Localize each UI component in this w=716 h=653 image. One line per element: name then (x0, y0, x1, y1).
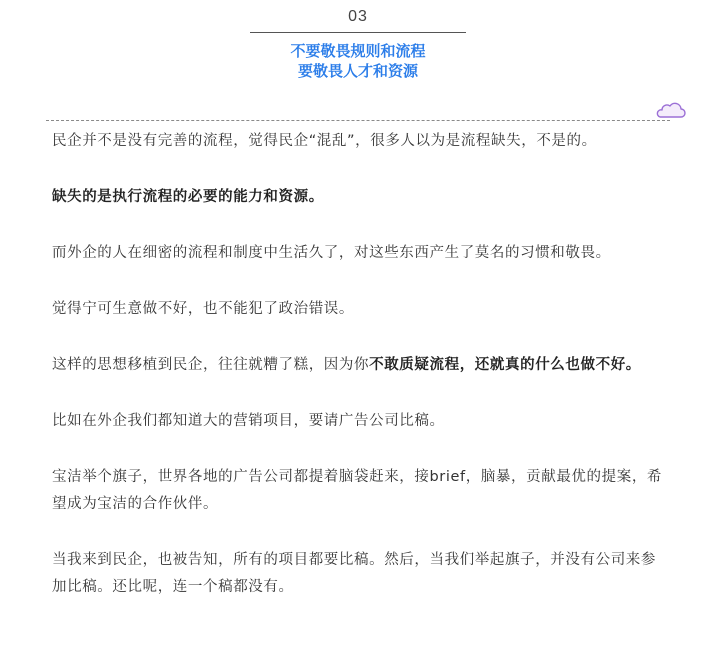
section-title-line-1: 不要敬畏规则和流程 (290, 42, 426, 60)
paragraph-2-bold: 缺失的是执行流程的必要的能力和资源。 (52, 189, 324, 205)
cloud-icon (654, 101, 686, 119)
paragraph-5 (52, 352, 670, 379)
section-title-line-2: 要敬畏人才和资源 (297, 62, 418, 80)
paragraph-6: 比如在外企我们都知道大的营销项目，要请广告公司比稿。 (52, 413, 445, 429)
paragraph-1: 民企并不是没有完善的流程，觉得民企“混乱”，很多人以为是流程缺失，不是的。 (52, 133, 597, 149)
paragraph-5-plain: 这样的思想移植到民企，往往就糟了糕，因为你 (52, 357, 370, 373)
section-number: 03 (348, 8, 368, 25)
paragraph-8: 当我来到民企，也被告知，所有的项目都要比稿。然后，当我们举起旗子，并没有公司来参加比稿。还比呢，连一个稿都没有。 (52, 552, 656, 595)
header-rule (250, 32, 466, 33)
article-body (52, 128, 670, 630)
paragraph-3: 而外企的人在细密的流程和制度中生活久了，对这些东西产生了莫名的习惯和敬畏。 (52, 245, 611, 261)
paragraph-5-bold: 不敢质疑流程，还就真的什么也做不好。 (369, 357, 641, 373)
paragraph-7: 宝洁举个旗子，世界各地的广告公司都提着脑袋赶来，接brief，脑暴，贡献最优的提案，希望成为宝洁的合作伙伴。 (52, 469, 663, 512)
paragraph-4: 觉得宁可生意做不好，也不能犯了政治错误。 (52, 301, 354, 317)
section-header (0, 0, 716, 110)
dashed-divider (46, 120, 670, 121)
